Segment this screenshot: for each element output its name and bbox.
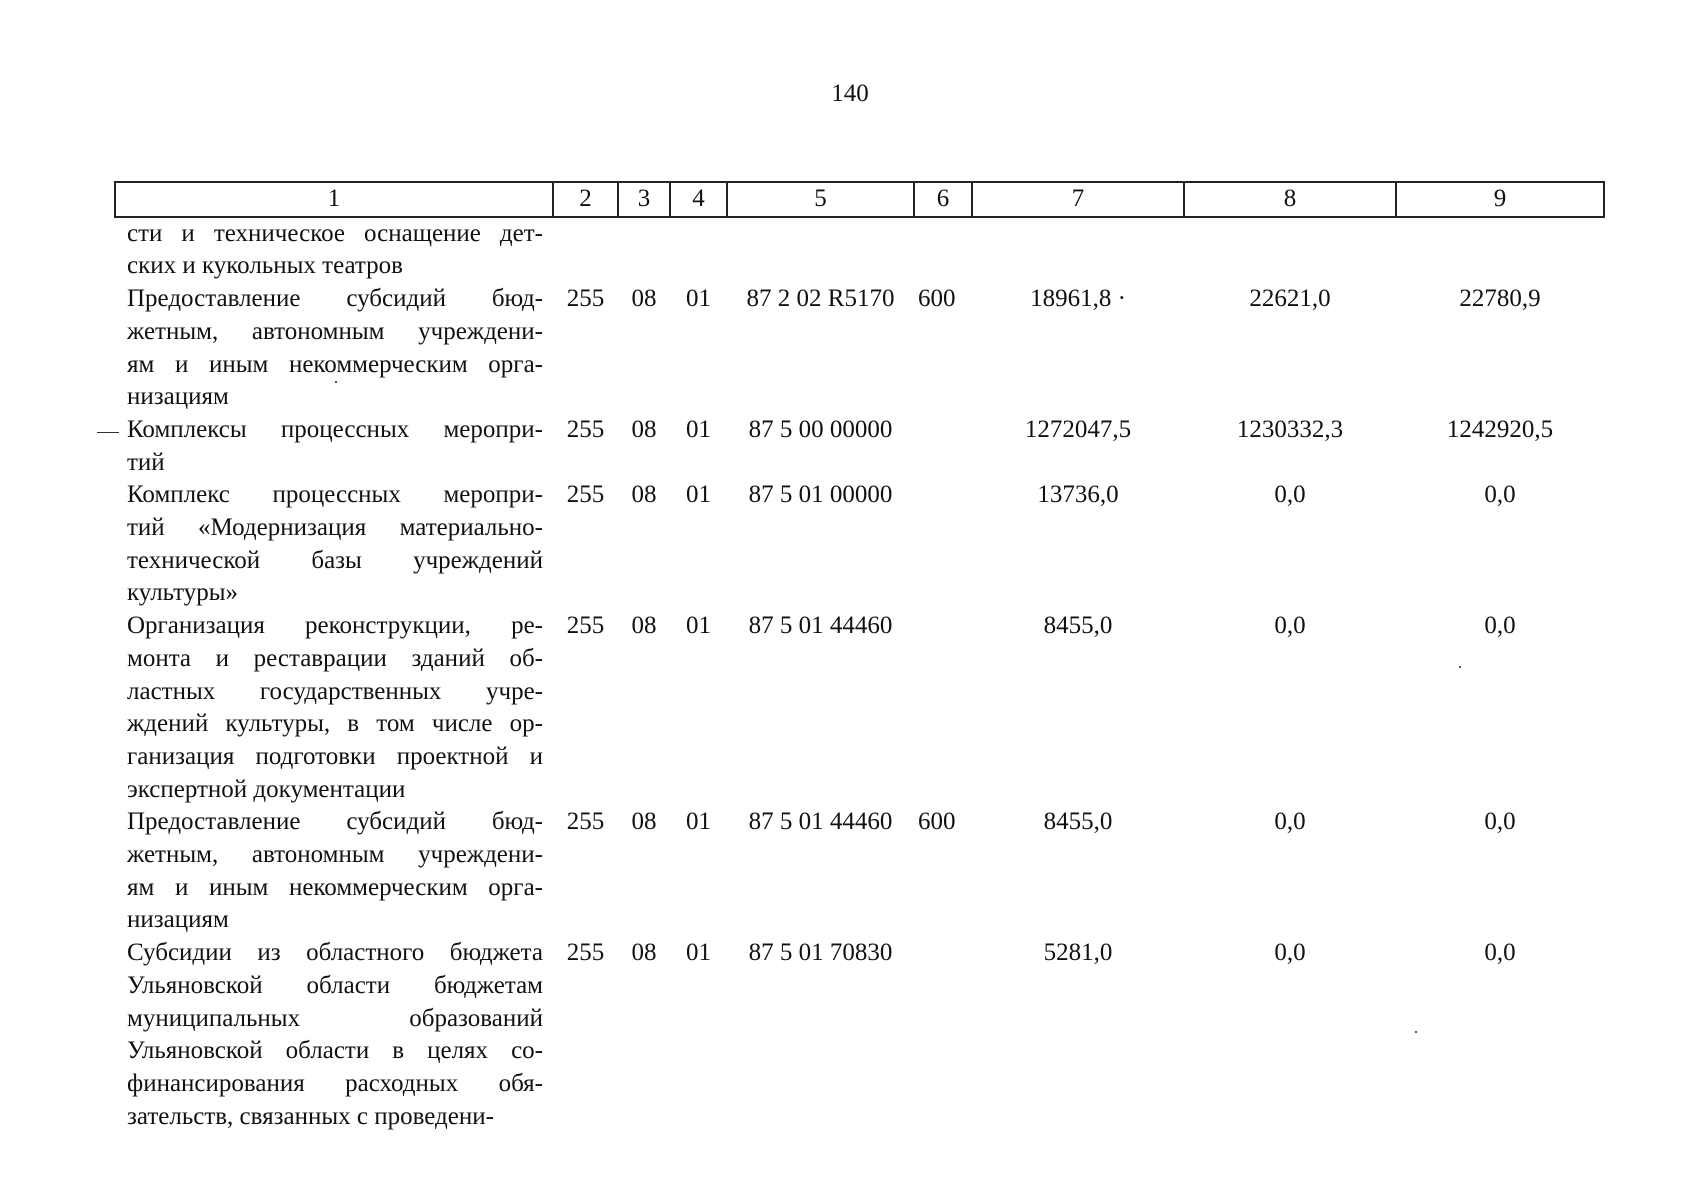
row-subsection-code: 01 [686, 481, 711, 509]
header-col-3: 3 [618, 182, 670, 217]
row-expense-type-code [914, 479, 972, 610]
row-name-line: низациям [127, 906, 229, 934]
row-name-line: тий «Модернизация материально- [127, 514, 543, 542]
row-name [115, 217, 553, 283]
row-amount-year-2: 0,0 [1274, 612, 1306, 640]
row-name-line: Комплексы процессных меропри- [127, 415, 543, 443]
table-row [115, 610, 1604, 806]
row-amount-year-3: 22780,9 [1459, 285, 1541, 313]
header-col-2: 2 [553, 182, 618, 217]
row-expense-type-code [914, 414, 972, 479]
row-expense-type-code: 600 [918, 808, 956, 836]
header-col-8: 8 [1184, 182, 1396, 217]
row-amount-year-1: 5281,0 [1043, 939, 1113, 967]
row-amount-year-2: 0,0 [1274, 808, 1306, 836]
row-name-line: Ульяновской области в целях со- [127, 1037, 543, 1065]
budget-table [114, 181, 1605, 1133]
row-expense-type-code [914, 217, 972, 283]
row-name-line: ских и кукольных театров [127, 252, 403, 280]
row-target-code: 87 5 01 44460 [748, 612, 893, 640]
row-target-code: 87 5 00 00000 [748, 415, 893, 443]
header-row [115, 182, 1604, 217]
row-name-line: технической базы учреждений [127, 546, 543, 574]
row-name-line: финансирования расходных обя- [127, 1069, 543, 1097]
row-name [115, 479, 553, 610]
row-name-line: ям и иным некоммерческим орга- [127, 873, 543, 901]
row-section-code: 255 [566, 481, 605, 509]
row-name-line: низациям [127, 383, 229, 411]
table-row [115, 217, 1604, 283]
row-target-code [727, 217, 914, 283]
row-amount-year-2: 1230332,3 [1236, 415, 1344, 443]
page-number: 140 [831, 80, 869, 107]
row-name-line: Предоставление субсидий бюд- [127, 808, 543, 836]
row-name-line: ганизация подготовки проектной и [127, 742, 543, 770]
row-name-line: жетным, автономным учреждени- [127, 317, 543, 345]
row-section-code: 255 [566, 415, 605, 443]
row-amount-year-3: 0,0 [1484, 612, 1516, 640]
row-section-code: 255 [566, 612, 605, 640]
table-header [115, 182, 1604, 217]
row-name-line: ям и иным некоммерческим орга- [127, 350, 543, 378]
row-chapter-code: 08 [631, 939, 657, 967]
row-amount-year-1: 1272047,5 [1024, 415, 1132, 443]
row-name-line: Организация реконструкции, ре- [127, 612, 543, 640]
row-name-line: ждений культуры, в том числе ор- [127, 710, 543, 738]
row-name [115, 937, 553, 1133]
row-name-line: монта и реставрации зданий об- [127, 644, 543, 672]
row-name-line: экспертной документации [127, 775, 406, 803]
row-chapter-code [618, 217, 670, 283]
row-chapter-code: 08 [631, 481, 657, 509]
row-chapter-code: 08 [631, 612, 657, 640]
row-name-line: ластных государственных учре- [127, 677, 543, 705]
row-name-line: Комплекс процессных меропри- [127, 481, 543, 509]
row-subsection-code: 01 [686, 415, 711, 443]
table-body [115, 217, 1604, 1134]
row-amount-year-3: 0,0 [1484, 481, 1516, 509]
row-amount-year-3: 0,0 [1484, 939, 1516, 967]
row-subsection-code: 01 [686, 612, 711, 640]
row-name-line: Субсидии из областного бюджета [127, 939, 543, 967]
row-section-code [553, 217, 618, 283]
row-subsection-code: 01 [686, 939, 711, 967]
row-name-line: сти и техническое оснащение дет- [127, 219, 543, 247]
header-col-9: 9 [1396, 182, 1604, 217]
row-expense-type-code: 600 [918, 285, 956, 313]
row-chapter-code: 08 [631, 285, 657, 313]
row-chapter-code: 08 [631, 808, 657, 836]
row-amount-year-1: 8455,0 [1043, 612, 1113, 640]
row-name-line: Предоставление субсидий бюд- [127, 285, 543, 313]
table-row [115, 479, 1604, 610]
row-expense-type-code [914, 610, 972, 806]
row-chapter-code: 08 [631, 415, 657, 443]
table-row [115, 937, 1604, 1133]
row-name [115, 283, 553, 414]
row-section-code: 255 [566, 808, 605, 836]
row-section-code: 255 [566, 939, 605, 967]
row-amount-year-3: 1242920,5 [1446, 415, 1554, 443]
row-subsection-code: 01 [686, 285, 711, 313]
row-target-code: 87 2 02 R5170 [746, 285, 895, 313]
table-row [115, 414, 1604, 479]
row-amount-year-2: 0,0 [1274, 481, 1306, 509]
row-name-line: тий [127, 448, 165, 476]
table-row [115, 806, 1604, 937]
table-row [115, 283, 1604, 414]
row-amount-year-1: 13736,0 [1037, 481, 1119, 509]
row-amount-year-1 [972, 217, 1184, 283]
row-subsection-code [670, 217, 727, 283]
row-amount-year-3: 0,0 [1484, 808, 1516, 836]
header-col-5: 5 [727, 182, 914, 217]
row-amount-year-1: 18961,8 · [1030, 285, 1126, 313]
row-name-line: зательств, связанных с проведени- [127, 1102, 494, 1130]
row-name [115, 610, 553, 806]
row-target-code: 87 5 01 44460 [748, 808, 893, 836]
row-amount-year-1: 8455,0 [1043, 808, 1113, 836]
header-col-4: 4 [670, 182, 727, 217]
row-amount-year-2: 0,0 [1274, 939, 1306, 967]
row-amount-year-2: 22621,0 [1249, 285, 1331, 313]
row-name [115, 806, 553, 937]
header-col-1: 1 [115, 182, 553, 217]
row-subsection-code: 01 [686, 808, 711, 836]
row-name [115, 414, 553, 479]
row-name-line: муниципальных образований [127, 1004, 543, 1032]
row-amount-year-3 [1396, 217, 1604, 283]
row-name-line: культуры» [127, 579, 239, 607]
row-target-code: 87 5 01 70830 [748, 939, 893, 967]
row-expense-type-code [914, 937, 972, 1133]
row-name-line: Ульяновской области бюджетам [127, 971, 543, 999]
header-col-6: 6 [914, 182, 972, 217]
row-section-code: 255 [566, 285, 605, 313]
row-amount-year-2 [1184, 217, 1396, 283]
row-target-code: 87 5 01 00000 [748, 481, 893, 509]
header-col-7: 7 [972, 182, 1184, 217]
row-name-line: жетным, автономным учреждени- [127, 841, 543, 869]
